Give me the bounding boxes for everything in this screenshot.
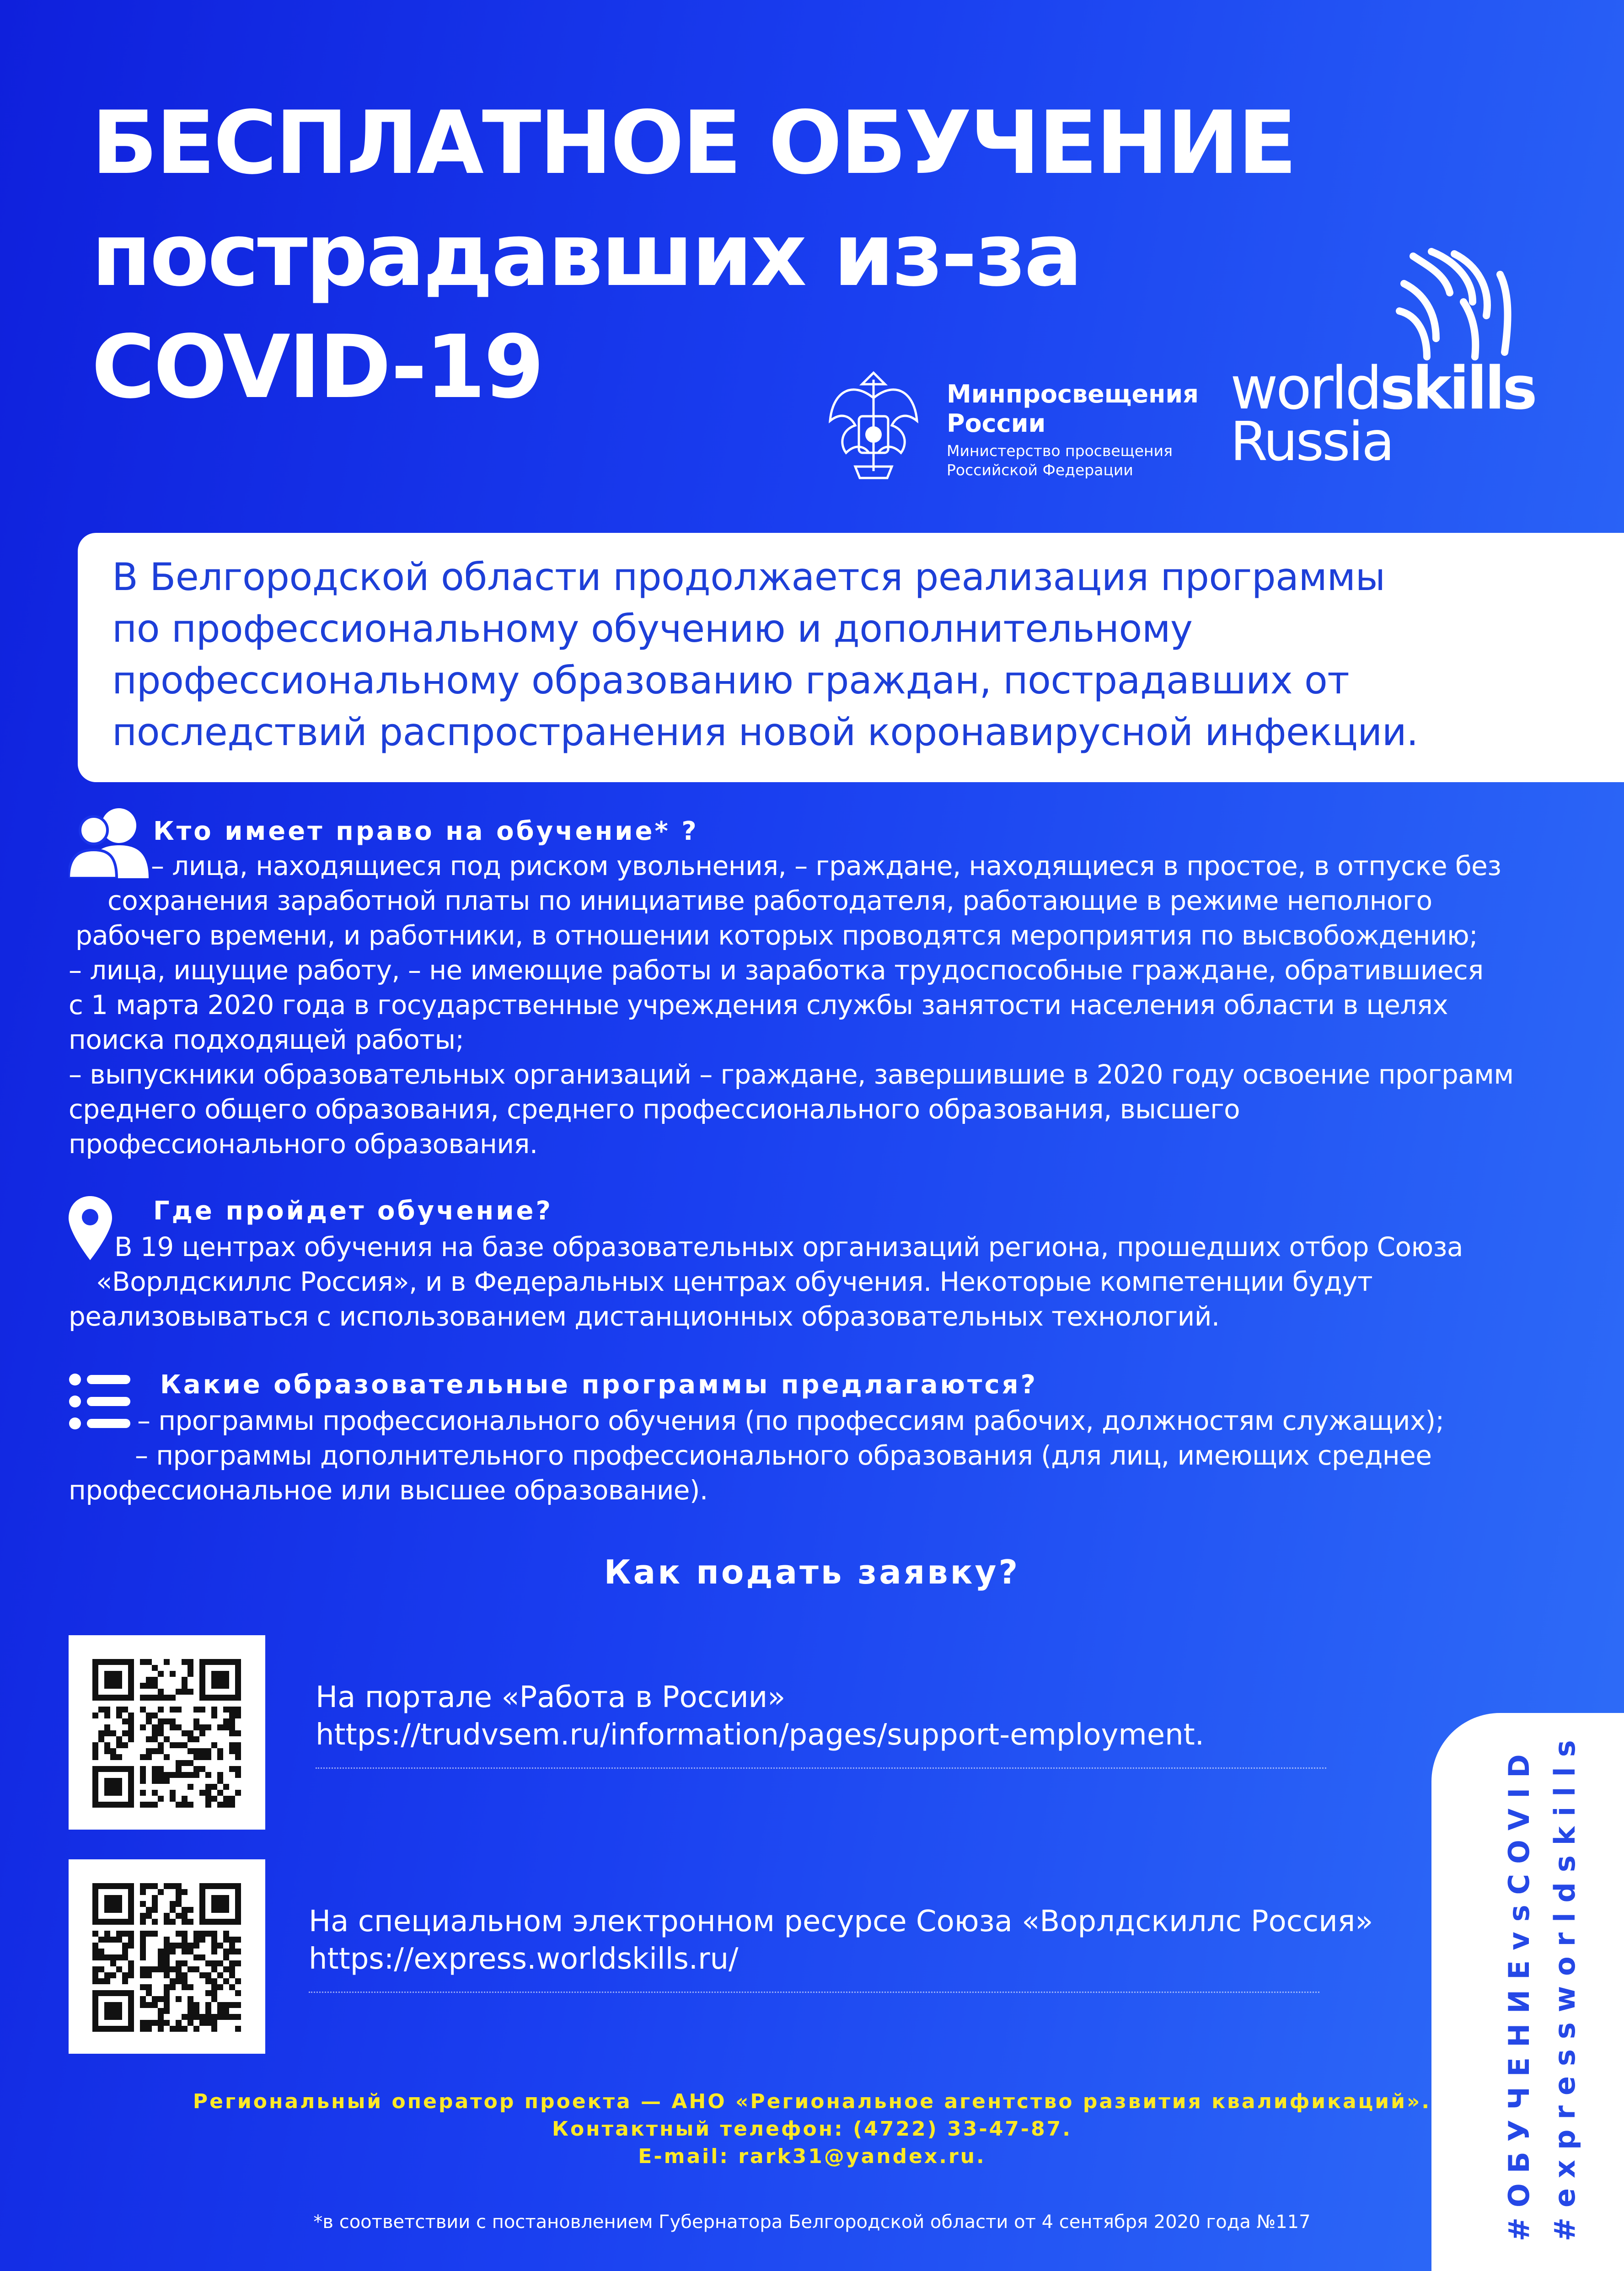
apply-item-1 bbox=[316, 1679, 1326, 1775]
who-line-5: с 1 марта 2020 года в государственные учреждения службы занятости населения области в целях bbox=[69, 989, 1448, 1020]
intro-line-4: последствий распространения новой коронавирусной инфекции. bbox=[112, 710, 1419, 754]
where-line-1: В 19 центрах обучения на базе образовательных организаций региона, прошедших отбор Союза bbox=[114, 1231, 1463, 1262]
divider bbox=[316, 1767, 1326, 1769]
title-line-3: COVID-19 bbox=[91, 317, 543, 418]
who-line-8: среднего общего образования, среднего профессионального образования, высшего bbox=[69, 1094, 1240, 1125]
apply-item-2-title: На специальном электронном ресурсе Союза «Ворлдскиллс Россия» bbox=[309, 1905, 1373, 1938]
intro-line-1: В Белгородской области продолжается реализация программы bbox=[112, 555, 1385, 599]
ministry-name-2: России bbox=[947, 409, 1046, 438]
who-line-6: поиска подходящей работы; bbox=[69, 1024, 464, 1055]
apply-item-1-link[interactable]: https://trudvsem.ru/information/pages/support-employment. bbox=[316, 1718, 1205, 1752]
qr-code-icon bbox=[69, 1859, 265, 2054]
who-line-9: профессионального образования. bbox=[69, 1128, 538, 1160]
who-line-3: рабочего времени, и работники, в отношении которых проводятся мероприятия по высвобождению; bbox=[75, 920, 1478, 951]
where-text bbox=[69, 1229, 1578, 1334]
hashtag-panel bbox=[1431, 1713, 1624, 2271]
hashtag-express: #expressworldskills bbox=[1548, 1730, 1581, 2241]
operator-line-1: Региональный оператор проекта — АНО «Региональное агентство развития квалификаций». bbox=[193, 2090, 1431, 2113]
who-line-2: сохранения заработной платы по инициативе работодателя, работающие в режиме неполного bbox=[107, 885, 1432, 916]
where-line-3: реализовываться с использованием дистанционных образовательных технологий. bbox=[69, 1301, 1220, 1332]
apply-item-2 bbox=[309, 1903, 1373, 1999]
title-line-1: БЕСПЛАТНОЕ ОБУЧЕНИЕ bbox=[91, 92, 1295, 193]
qr-code-icon bbox=[69, 1635, 265, 1830]
who-line-1: – лица, находящиеся под риском увольнения, – граждане, находящиеся в простое, в отпуске без bbox=[151, 850, 1501, 881]
title-line-2: пострадавших из-за bbox=[91, 204, 1081, 306]
who-line-4: – лица, ищущие работу, – не имеющие работы и заработка трудоспособные граждане, обратившиеся bbox=[69, 955, 1484, 986]
hashtag-covid: #ОБУЧЕНИЕvsCOVID bbox=[1502, 1744, 1536, 2241]
programs-heading: Какие образовательные программы предлагаются? bbox=[160, 1370, 1038, 1400]
intro-box bbox=[78, 533, 1624, 782]
programs-line-3: профессиональное или высшее образование). bbox=[69, 1475, 708, 1506]
divider bbox=[309, 1992, 1319, 1993]
worldskills-logo bbox=[1230, 247, 1541, 485]
ministry-name-1: Минпросвещения bbox=[947, 380, 1199, 408]
worldskills-skills: skills bbox=[1380, 354, 1535, 423]
who-line-7: – выпускники образовательных организаций – граждане, завершившие в 2020 году освоение программ bbox=[69, 1059, 1514, 1090]
who-text bbox=[69, 848, 1578, 1161]
who-heading: Кто имеет право на обучение* ? bbox=[153, 816, 699, 846]
ministry-sub-1: Министерство просвещения bbox=[947, 442, 1173, 460]
programs-line-2: – программы дополнительного профессионального образования (для лиц, имеющих среднее bbox=[135, 1440, 1432, 1471]
intro-line-2: по профессиональному обучению и дополнительному bbox=[112, 607, 1193, 651]
where-heading: Где пройдет обучение? bbox=[153, 1196, 553, 1226]
footnote: *в соответствии с постановлением Губернатора Белгородской области от 4 сентября 2020 года №117 bbox=[313, 2212, 1311, 2233]
where-line-2: «Ворлдскиллс Россия», и в Федеральных центрах обучения. Некоторые компетенции будут bbox=[96, 1266, 1373, 1297]
programs-text bbox=[69, 1403, 1578, 1508]
qr-code-worldskills[interactable] bbox=[69, 1859, 265, 2054]
ministry-logo bbox=[823, 361, 1199, 489]
worldskills-world: world bbox=[1230, 354, 1380, 423]
apply-item-1-title: На портале «Работа в России» bbox=[316, 1680, 786, 1714]
operator-email: E-mail: rark31@yandex.ru. bbox=[638, 2145, 986, 2168]
operator-info bbox=[0, 2088, 1624, 2170]
worldskills-russia: Russia bbox=[1230, 410, 1393, 473]
qr-code-trudvsem[interactable] bbox=[69, 1635, 265, 1830]
ministry-sub-2: Российской Федерации bbox=[947, 461, 1133, 479]
programs-line-1: – программы профессионального обучения (по профессиям рабочих, должностям служащих); bbox=[137, 1405, 1444, 1436]
operator-phone: Контактный телефон: (4722) 33-47-87. bbox=[552, 2117, 1072, 2141]
apply-heading: Как подать заявку? bbox=[604, 1553, 1020, 1591]
coat-of-arms-icon bbox=[823, 366, 924, 485]
intro-line-3: профессиональному образованию граждан, пострадавших от bbox=[112, 658, 1350, 703]
apply-item-2-link[interactable]: https://express.worldskills.ru/ bbox=[309, 1942, 739, 1976]
worldskills-swirl-icon bbox=[1395, 247, 1541, 361]
